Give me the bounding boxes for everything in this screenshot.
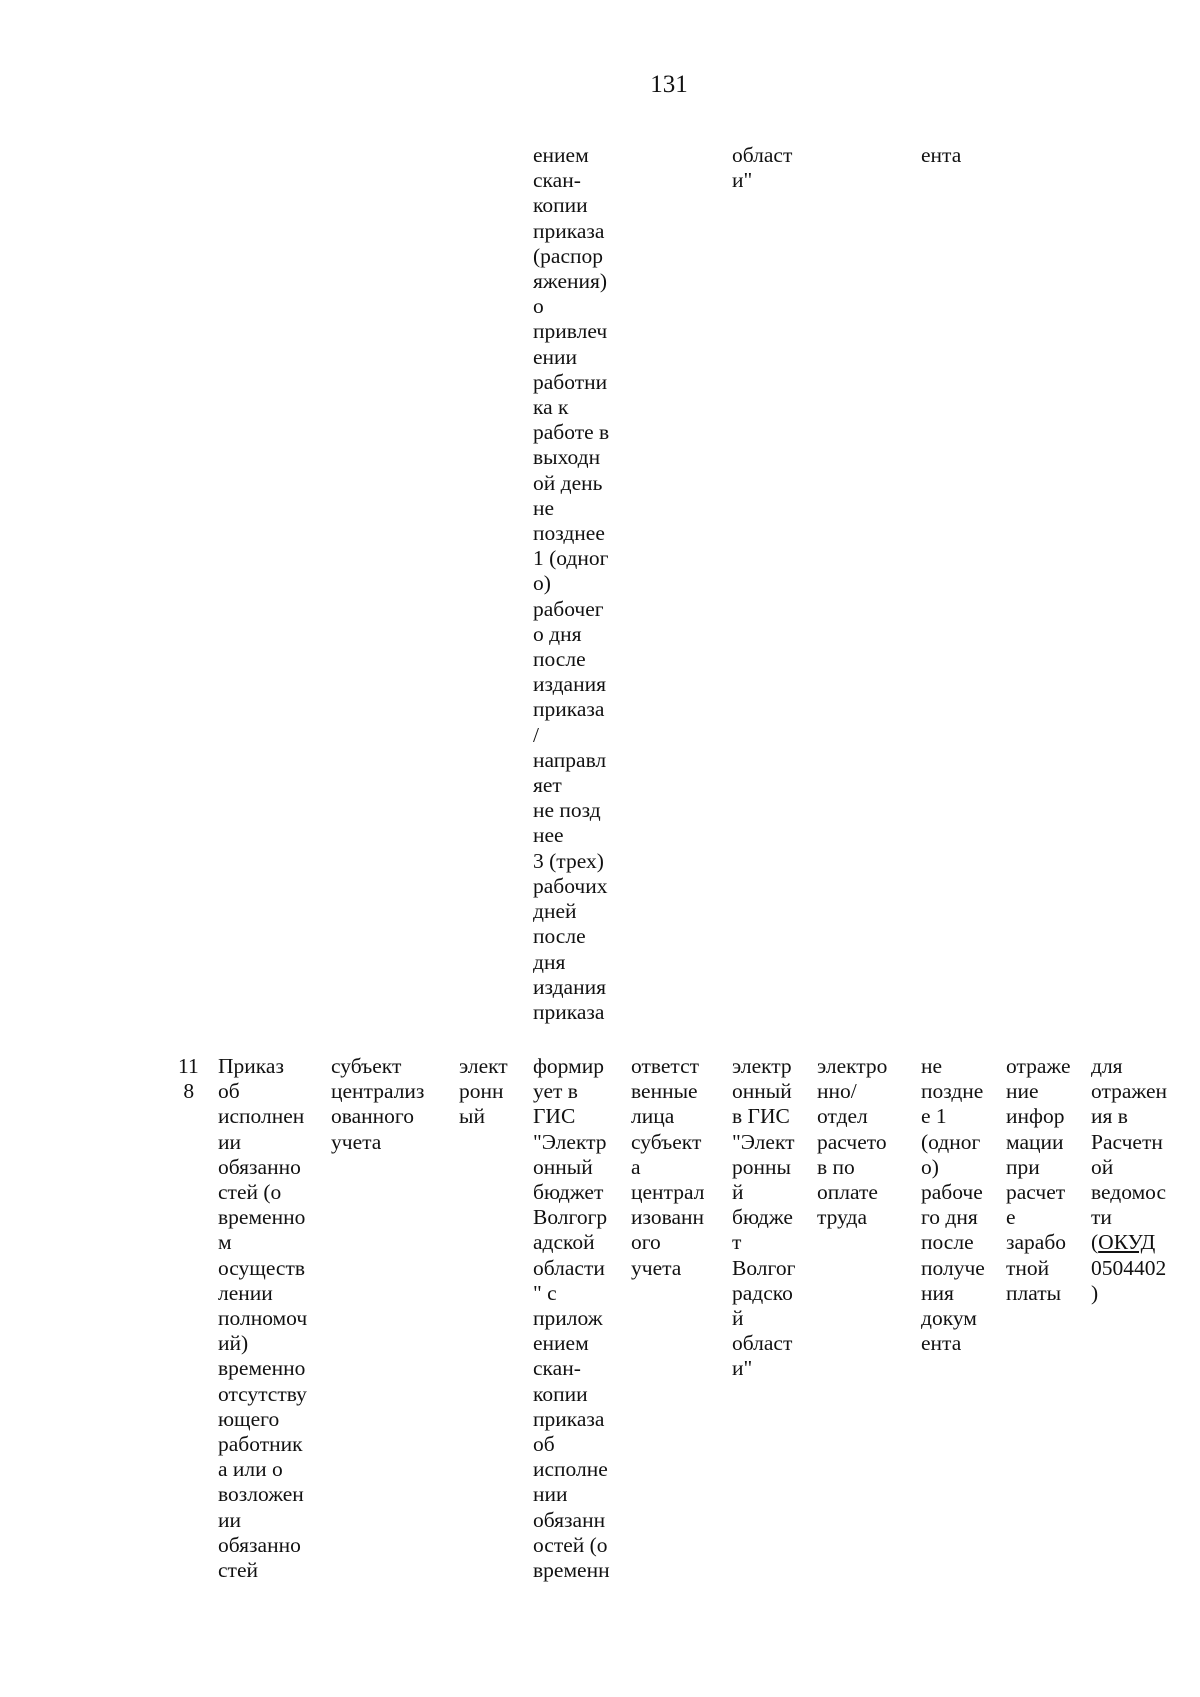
document-name-cell: Приказ об исполнен ии обязанно стей (о временно м осуществ лении полномоч ий) временно отсутству ющего работник а или о возложен ии обязанно стей bbox=[218, 1054, 308, 1583]
page-number: 131 bbox=[650, 71, 688, 98]
okud-link[interactable]: ОКУД bbox=[1098, 1230, 1156, 1255]
transfer-method-cell: электр онный в ГИС "Элект ронны й бюдже т Волгог радско й област и" bbox=[732, 1054, 796, 1381]
row-number-cell: 11 8 bbox=[178, 1054, 199, 1104]
action-cell: отраже ние инфор мации при расчет е зарабо тной платы bbox=[1006, 1054, 1071, 1305]
purpose-text: для отражен ия в Расчетн ой ведомос ти ( bbox=[1091, 1054, 1168, 1255]
creator-cell: субъект централиз ованного учета bbox=[331, 1054, 425, 1154]
form-cell: элект ронн ый bbox=[459, 1054, 508, 1129]
purpose-text-end: 0504402 ) bbox=[1091, 1255, 1167, 1305]
purpose-cell bbox=[1091, 1054, 1167, 1306]
deadline-cell: не поздне е 1 (одног о) рабоче го дня после получе ния докум ента bbox=[921, 1054, 985, 1356]
recipient-cell: электро нно/ отдел расчето в по оплате труда bbox=[817, 1054, 888, 1230]
continuation-transfer-method-cell: област и" bbox=[732, 143, 793, 193]
continuation-procedure-cell: ением скан- копии приказа (распор яжения) о привлеч ении работни ка к работе в выходн ой день не позднее 1 (одног о) рабочег о дня после издания приказа / направл яет не позд нее 3 (трех) рабочих дней после дня издания приказа bbox=[533, 143, 610, 1024]
procedure-cell: формир ует в ГИС "Электр онный бюджет Волгогр адской области " с прилож ением скан- копии приказа об исполне нии обязанн остей (о временн bbox=[533, 1054, 610, 1583]
responsible-cell: ответст венные лица субъект а централ изованн ого учета bbox=[631, 1054, 705, 1280]
continuation-deadline-cell: ента bbox=[921, 143, 962, 167]
